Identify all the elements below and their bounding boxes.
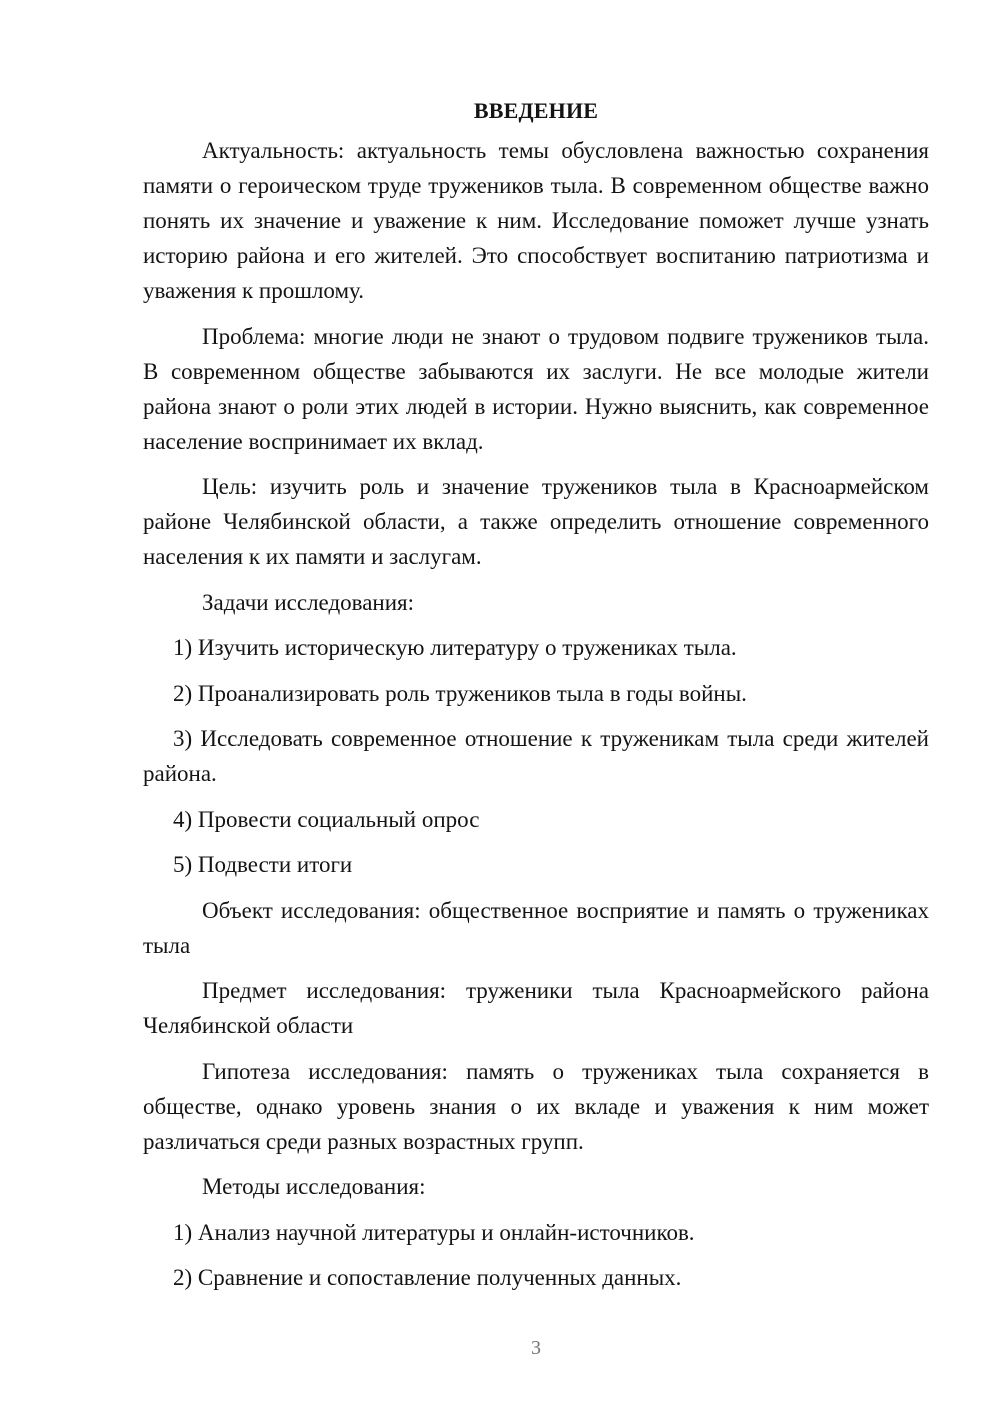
task-item: 4) Провести социальный опрос bbox=[173, 806, 480, 832]
paragraph-relevance: Актуальность: актуальность темы обусловлена важностью сохранения памяти о героическом труде тружеников тыла. В современном обществе важно понять их значение и уважение к ним. Исследование поможет лучше узнать историю района и его жителей. Это способствует воспитанию патриотизма и уважения к прошлому. bbox=[143, 138, 929, 303]
paragraph-hypothesis: Гипотеза исследования: память о тружениках тыла сохраняется в обществе, однако уровень знания о их вкладе и уважения к ним может различаться среди разных возрастных групп. bbox=[143, 1058, 929, 1154]
page-title: ВВЕДЕНИЕ bbox=[473, 98, 599, 123]
page-number: 3 bbox=[531, 1337, 541, 1359]
task-item: 1) Изучить историческую литературу о тружениках тыла. bbox=[173, 635, 737, 660]
paragraph-goal: Цель: изучить роль и значение тружеников тыла в Красноармейском районе Челябинской области, а также определить отношение современного населения к их памяти и заслугам. bbox=[143, 474, 929, 569]
document-page bbox=[143, 93, 929, 1306]
task-item: 2) Проанализировать роль тружеников тыла в годы войны. bbox=[173, 680, 747, 706]
task-item: 5) Подвести итоги bbox=[173, 852, 353, 877]
paragraph-subject: Предмет исследования: труженики тыла Красноармейского района Челябинской области bbox=[143, 978, 929, 1038]
paragraph-problem: Проблема: многие люди не знают о трудовом подвиге тружеников тыла. В современном обществе забываются их заслуги. Не все молодые жители района знают о роли этих людей в истории. Нужно выяснить, как современное население воспринимает их вклад. bbox=[143, 323, 929, 454]
task-item: 3) Исследовать современное отношение к труженикам тыла среди жителей района. bbox=[143, 726, 929, 786]
tasks-heading: Задачи исследования: bbox=[202, 589, 415, 615]
methods-heading: Методы исследования: bbox=[202, 1174, 426, 1199]
paragraph-object: Объект исследования: общественное восприятие и память о тружениках тыла bbox=[143, 897, 929, 958]
method-item: 1) Анализ научной литературы и онлайн-источников. bbox=[173, 1219, 695, 1245]
method-item: 2) Сравнение и сопоставление полученных данных. bbox=[173, 1265, 682, 1290]
